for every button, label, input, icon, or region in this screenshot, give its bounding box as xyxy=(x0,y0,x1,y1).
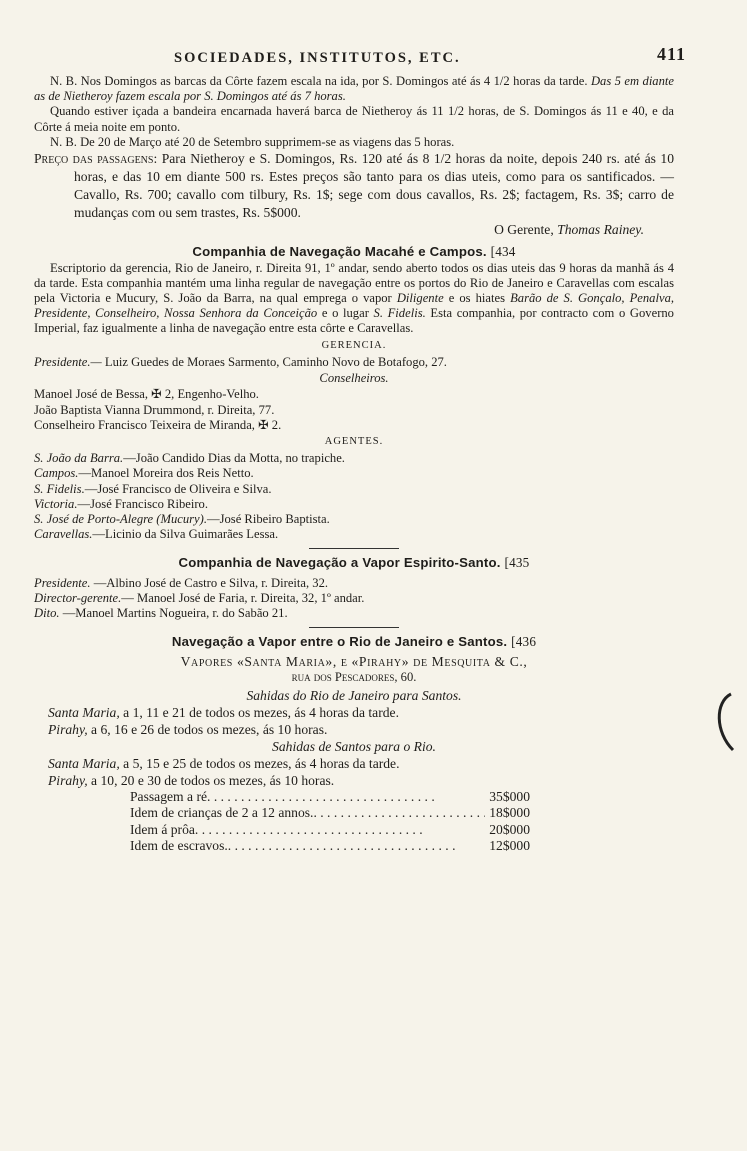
agente-name: —Manoel Moreira dos Reis Netto. xyxy=(78,466,254,481)
price-label: Idem á prôa xyxy=(130,821,195,837)
leader-dots xyxy=(228,838,485,854)
schedule-line xyxy=(48,773,674,789)
agentes-heading: AGENTES. xyxy=(324,435,384,447)
section-title-435 xyxy=(34,555,674,571)
presidente-label: Presidente.— xyxy=(34,354,102,369)
macahe-hiates: Barão de S. Gonçalo, Penalva, Presidente, Conselheiro, Nossa Senhora da Conceição xyxy=(34,291,675,321)
agente-item xyxy=(34,497,674,512)
schedule-line xyxy=(48,722,674,738)
price-label: Passagem a ré xyxy=(130,788,208,804)
gerente-signature xyxy=(34,222,674,238)
schedule-text: a 5, 15 e 25 de todos os mezes, ás 4 horas da tarde. xyxy=(119,756,400,772)
person-name: — Manoel José de Faria, r. Direita, 32, 1º andar. xyxy=(121,590,365,605)
quando-paragraph: Quando estiver içada a bandeira encarnada haverá barca de Nietheroy ás 11 1/2 horas, de S. Domingos ás 11 e 40, e da Côrte á meia noite em ponto. xyxy=(34,104,674,134)
nb1-italic: Das 5 em diante as de Nietheroy fazem escala por S. Domingos até ás 7 horas. xyxy=(34,74,674,104)
price-label: Idem de crianças de 2 a 12 annos. xyxy=(130,805,314,821)
margin-bracket-mark xyxy=(711,692,735,752)
schedule-text: a 1, 11 e 21 de todos os mezes, ás 4 horas da tarde. xyxy=(119,705,399,721)
running-head xyxy=(34,44,686,74)
preco-text: Para Nietheroy e S. Domingos, Rs. 120 até ás 8 1/2 horas da noite, depois 240 rs. até ás 10 horas, e das 10 em diante 500 rs. Estes preços são tanto para os dias uteis, como para os santificados. —Cavallo, Rs. 700; cavallo com tilbury, Rs. 1$; sege com dous cavallos, Rs. 2$; factagem, Rs. 3$; carro de mudanças com ou sem trastes, Rs. 5$000. xyxy=(74,151,674,221)
section-title-434 xyxy=(34,244,674,260)
leader-dots xyxy=(313,805,485,821)
agente-place: S. José de Porto-Alegre (Mucury). xyxy=(34,512,207,527)
santos-ref: [436 xyxy=(511,634,537,650)
macahe-ship: Diligente xyxy=(396,291,444,306)
espirito-santo-people xyxy=(34,576,674,622)
leader-dots xyxy=(195,822,485,838)
schedule-ship: Santa Maria, xyxy=(48,705,120,721)
person-role: Presidente. xyxy=(34,575,91,590)
macahe-desc-1: Escriptorio da gerencia, Rio de Janeiro, r. Direita 91, 1º andar, sendo aberto todos os dias uteis das 9 horas da manhã ás 4 da tarde. Esta companhia mantém uma linha regular de navegação entre os portos do Rio de Janeiro e Caravellas com escalas pela Victoria e Mucury, S. João da Barra, na qual emprega o vapor xyxy=(34,260,674,306)
agente-name: —José Francisco de Oliveira e Silva. xyxy=(84,481,272,496)
gerente-label: O Gerente, xyxy=(494,222,554,238)
agente-name: —José Ribeiro Baptista. xyxy=(207,512,330,527)
person-role: Director-gerente. xyxy=(34,590,122,605)
page-number: 411 xyxy=(656,44,686,64)
santos-schedule xyxy=(34,756,674,789)
agentes-list xyxy=(34,451,674,542)
agente-name: —José Francisco Ribeiro. xyxy=(77,496,208,511)
nb-paragraph-2: N. B. De 20 de Março até 20 de Setembro supprimem-se as viagens das 5 horas. xyxy=(50,134,455,149)
preco-label: Preço das passagens: xyxy=(34,151,158,167)
schedule-line xyxy=(48,756,674,772)
price-label: Idem de escravos. xyxy=(130,837,228,853)
vapores-line: Vapores «Santa Maria», e «Pirahy» de Mesquita & C., xyxy=(180,653,528,669)
schedule-text: a 6, 16 e 26 de todos os mezes, ás 10 horas. xyxy=(87,721,328,737)
agente-place: Caravellas. xyxy=(34,527,93,542)
nb1-text: N. B. Nos Domingos as barcas da Côrte fazem escala na ida, por S. Domingos até ás 4 1/2 horas da tarde. xyxy=(50,74,588,88)
macahe-desc-4: Esta companhia, por contracto com o Governo Imperial, faz igualmente a linha de navegação entre esta côrte e Caravellas. xyxy=(34,306,674,336)
macahe-title: Companhia de Navegação Macahé e Campos. xyxy=(192,244,487,260)
agente-place: S. João da Barra. xyxy=(34,451,124,466)
agente-item xyxy=(34,482,674,497)
conselheiros-list xyxy=(34,387,674,433)
price-value: 18$000 xyxy=(489,805,530,821)
schedule-ship: Pirahy, xyxy=(48,772,88,788)
person-line xyxy=(34,576,674,591)
macahe-description xyxy=(34,261,674,337)
espirito-santo-title: Companhia de Navegação a Vapor Espirito-Santo. xyxy=(178,555,501,571)
agente-item xyxy=(34,451,674,466)
person-role: Dito. xyxy=(34,606,60,621)
presidente-name: Luiz Guedes de Moraes Sarmento, Caminho Novo de Botafogo, 27. xyxy=(104,354,447,369)
document-page xyxy=(34,44,686,854)
espirito-santo-ref: [435 xyxy=(504,555,530,571)
person-name: —Manoel Martins Nogueira, r. do Sabão 21. xyxy=(59,606,288,621)
section-title-436 xyxy=(34,634,674,650)
schedule-line xyxy=(48,705,674,721)
price-row xyxy=(130,838,530,854)
agente-name: —Licinio da Silva Guimarães Lessa. xyxy=(92,527,279,542)
price-row xyxy=(130,805,530,821)
macahe-desc-2: e os hiates xyxy=(448,291,506,306)
agente-place: S. Fidelis. xyxy=(34,481,85,496)
macahe-desc-3: e o lugar xyxy=(321,306,369,321)
conselheiro-item: João Baptista Vianna Drummond, r. Direita, 77. xyxy=(34,402,275,417)
person-line xyxy=(34,606,674,621)
section-divider xyxy=(309,627,399,628)
gerente-name: Thomas Rainey. xyxy=(557,222,644,238)
agente-item xyxy=(34,512,674,527)
sahidas-rio-heading: Sahidas do Rio de Janeiro para Santos. xyxy=(246,688,462,704)
price-value: 12$000 xyxy=(489,837,530,853)
schedule-ship: Pirahy, xyxy=(48,721,88,737)
price-value: 35$000 xyxy=(489,788,530,804)
price-row xyxy=(130,822,530,838)
person-line xyxy=(34,591,674,606)
schedule-text: a 10, 20 e 30 de todos os mezes, ás 10 horas. xyxy=(87,772,335,788)
presidente-line xyxy=(34,355,674,370)
price-table xyxy=(34,789,674,854)
leader-dots xyxy=(207,789,485,805)
macahe-lugar: S. Fidelis. xyxy=(373,306,426,321)
sahidas-santos-heading: Sahidas de Santos para o Rio. xyxy=(272,739,436,755)
running-head-title: SOCIEDADES, INSTITUTOS, ETC. xyxy=(174,50,461,66)
section-divider xyxy=(309,548,399,549)
price-row xyxy=(130,789,530,805)
conselheiro-item: Conselheiro Francisco Teixeira de Miranda, ✠ 2. xyxy=(34,417,282,432)
agente-place: Victoria. xyxy=(34,496,78,511)
schedule-ship: Santa Maria, xyxy=(48,756,120,772)
person-name: —Albino José de Castro e Silva, r. Direita, 32. xyxy=(90,575,329,590)
preco-paragraph xyxy=(34,150,674,222)
nb-paragraph-1 xyxy=(34,74,674,104)
price-value: 20$000 xyxy=(489,821,530,837)
rio-schedule xyxy=(34,705,674,738)
conselheiros-heading: Conselheiros. xyxy=(319,371,389,386)
agente-item xyxy=(34,466,674,481)
santos-address: rua dos Pescadores, 60. xyxy=(291,669,417,684)
macahe-ref: [434 xyxy=(490,244,516,260)
santos-title: Navegação a Vapor entre o Rio de Janeiro e Santos. xyxy=(171,634,508,650)
agente-place: Campos. xyxy=(34,466,79,481)
gerencia-heading: GERENCIA. xyxy=(321,339,387,351)
agente-item xyxy=(34,527,674,542)
conselheiro-item: Manoel José de Bessa, ✠ 2, Engenho-Velho. xyxy=(34,387,259,402)
agente-name: —João Candido Dias da Motta, no trapiche. xyxy=(123,451,345,466)
